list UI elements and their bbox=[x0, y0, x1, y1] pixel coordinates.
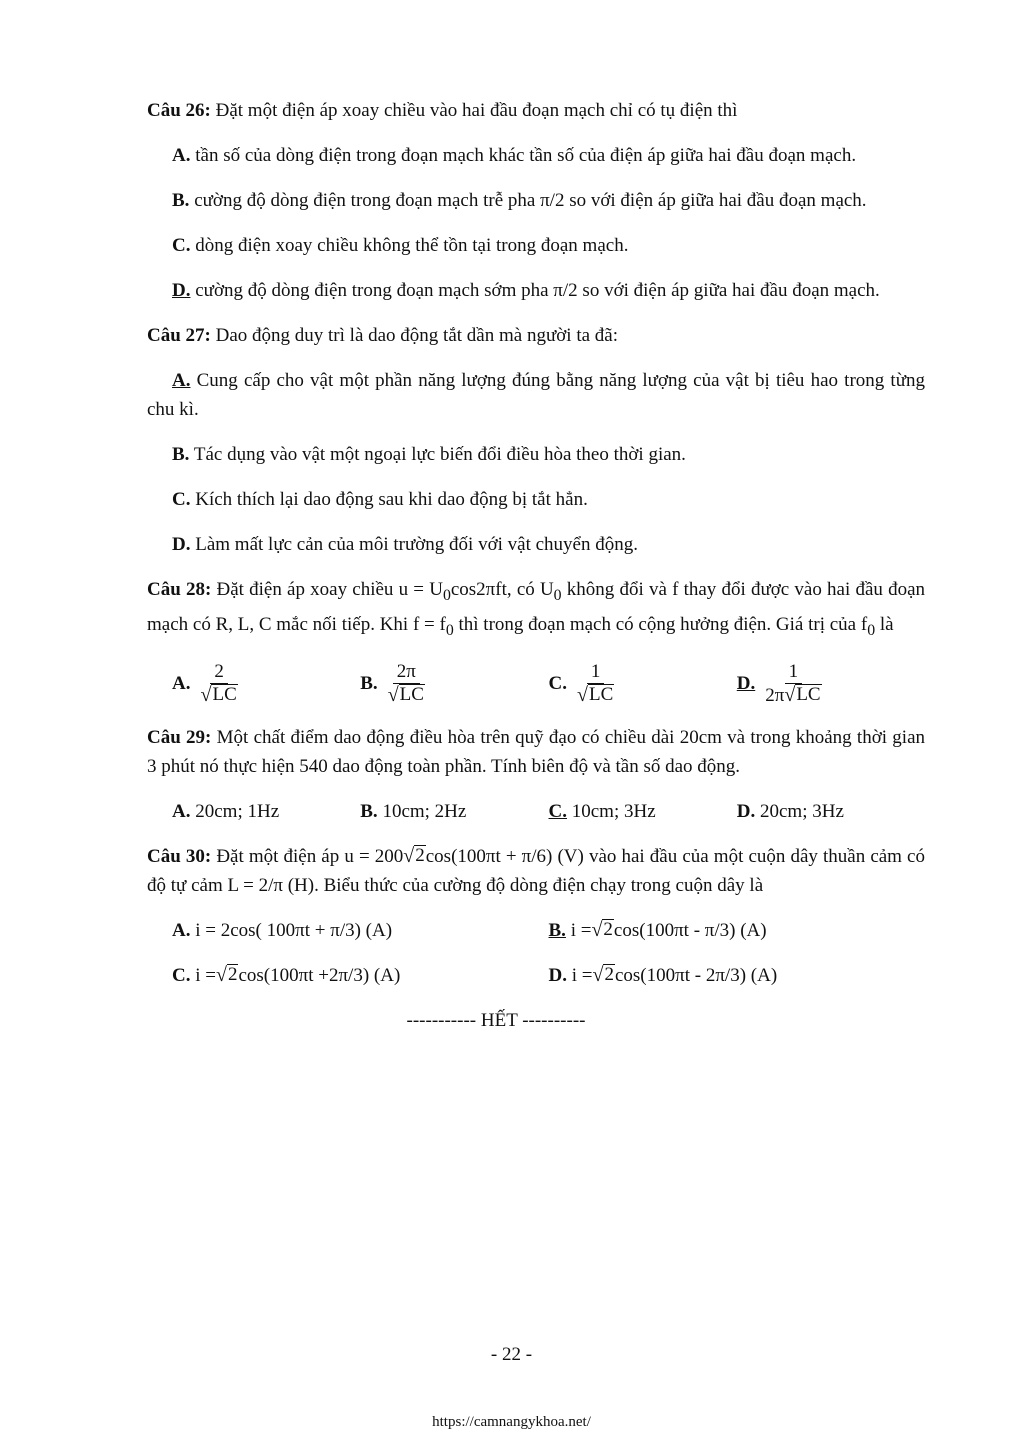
question-26 bbox=[147, 96, 925, 125]
radicand: LC bbox=[212, 683, 237, 705]
sqrt-sign-icon: √ bbox=[200, 683, 212, 706]
option-label: A. bbox=[172, 800, 191, 822]
option-text: tần số của dòng điện trong đoạn mạch khác tần số của điện áp giữa hai đầu đoạn mạch. bbox=[190, 145, 857, 166]
option-27-c bbox=[147, 485, 925, 514]
question-text: thì trong đoạn mạch có cộng hưởng điện. Giá trị của f bbox=[453, 613, 868, 635]
numerator: 2π bbox=[393, 661, 420, 684]
numerator: 1 bbox=[587, 661, 605, 684]
option-label-correct: D. bbox=[172, 280, 191, 301]
option-text: cường độ dòng điện trong đoạn mạch sớm pha π/2 so với điện áp giữa hai đầu đoạn mạch. bbox=[190, 280, 880, 301]
option-text: Tác dụng vào vật một ngoại lực biến đổi điều hòa theo thời gian. bbox=[189, 444, 686, 465]
option-text: i = bbox=[190, 964, 216, 986]
option-label: C. bbox=[172, 964, 191, 986]
option-28-d bbox=[737, 661, 925, 707]
radicand: 2 bbox=[415, 844, 425, 866]
sqrt-sign-icon: √ bbox=[576, 683, 588, 706]
option-30-a bbox=[172, 916, 549, 945]
sqrt bbox=[216, 964, 238, 985]
options-29 bbox=[147, 797, 925, 826]
option-28-b bbox=[360, 661, 548, 707]
footer-url: https://camnangykhoa.net/ bbox=[432, 1414, 591, 1430]
option-label: A. bbox=[172, 919, 191, 941]
option-text: cos(100πt +2π/3) (A) bbox=[238, 964, 401, 986]
sqrt-sign-icon: √ bbox=[403, 844, 415, 867]
option-29-c bbox=[549, 797, 737, 826]
page-number: - 22 - bbox=[490, 1344, 533, 1365]
question-text: là bbox=[875, 613, 894, 635]
radicand: LC bbox=[796, 683, 821, 705]
option-27-a bbox=[147, 366, 925, 424]
question-label: Câu 27: bbox=[147, 325, 211, 346]
subscript: 0 bbox=[553, 586, 562, 604]
radicand: LC bbox=[399, 683, 424, 705]
numerator: 2 bbox=[210, 661, 228, 684]
question-text: cos(100πt + π/6) (V) vào hai đầu của một cuộn dây thuần cảm có độ tự cảm L = 2/π (H). Biểu thức của cường độ dòng điện chạy trong cuộn dây là bbox=[147, 845, 925, 896]
option-text: i = 2cos( 100πt + π/3) (A) bbox=[190, 919, 393, 941]
subscript: 0 bbox=[867, 621, 876, 639]
options-28 bbox=[147, 661, 925, 707]
question-text: Đặt một điện áp u = 200 bbox=[211, 845, 404, 867]
option-text: Làm mất lực cản của môi trường đối với vật chuyển động. bbox=[190, 534, 638, 555]
option-label-correct: A. bbox=[172, 370, 191, 391]
option-text: cường độ dòng điện trong đoạn mạch trễ pha π/2 so với điện áp giữa hai đầu đoạn mạch. bbox=[189, 190, 867, 211]
radicand: 2 bbox=[227, 963, 238, 985]
option-26-c bbox=[147, 231, 925, 260]
option-label: D. bbox=[548, 964, 567, 986]
option-text: 20cm; 1Hz bbox=[190, 800, 280, 822]
option-text: i = bbox=[566, 964, 593, 986]
question-label: Câu 28: bbox=[147, 579, 212, 600]
option-30-c bbox=[172, 961, 549, 990]
option-text: i = bbox=[565, 919, 592, 941]
question-label: Câu 30: bbox=[147, 845, 212, 867]
options-30-row-2 bbox=[147, 961, 925, 990]
sqrt bbox=[403, 845, 425, 866]
fraction bbox=[386, 661, 427, 707]
option-30-b bbox=[549, 916, 926, 945]
numerator: 1 bbox=[785, 661, 803, 684]
sqrt bbox=[577, 684, 614, 705]
option-label: B. bbox=[360, 673, 378, 695]
option-26-b bbox=[147, 186, 925, 215]
option-30-d bbox=[549, 961, 926, 990]
sqrt bbox=[591, 919, 613, 940]
sqrt bbox=[200, 684, 237, 705]
option-label: B. bbox=[172, 444, 190, 465]
option-label: D. bbox=[736, 800, 756, 822]
option-29-b bbox=[360, 797, 548, 826]
denominator bbox=[575, 684, 616, 707]
sqrt-sign-icon: √ bbox=[215, 963, 227, 986]
question-text: Đặt điện áp xoay chiều u = U bbox=[211, 579, 443, 600]
question-28 bbox=[147, 575, 925, 645]
subscript: 0 bbox=[442, 586, 451, 604]
subscript: 0 bbox=[445, 621, 454, 639]
option-text: Cung cấp cho vật một phần năng lượng đúng bằng năng lượng của vật bị tiêu hao trong từng chu kì. bbox=[147, 370, 925, 420]
option-text: cos(100πt - 2π/3) (A) bbox=[614, 964, 778, 986]
option-label: B. bbox=[172, 190, 190, 211]
option-label: C. bbox=[172, 235, 191, 256]
option-text: Kích thích lại dao động sau khi dao động bị tắt hẳn. bbox=[190, 489, 588, 510]
question-text: cos2πft, có U bbox=[450, 579, 554, 600]
sqrt-sign-icon: √ bbox=[387, 683, 399, 706]
sqrt bbox=[592, 964, 614, 985]
denominator bbox=[386, 684, 427, 707]
option-27-b bbox=[147, 440, 925, 469]
denominator-prefix: 2π bbox=[765, 684, 785, 706]
option-text: 10cm; 3Hz bbox=[566, 800, 656, 822]
question-label: Câu 26: bbox=[147, 100, 211, 121]
radicand: 2 bbox=[604, 963, 614, 985]
denominator bbox=[763, 684, 823, 707]
sqrt bbox=[388, 684, 425, 705]
question-29 bbox=[147, 723, 925, 781]
option-label: C. bbox=[548, 673, 567, 695]
sqrt-sign-icon: √ bbox=[592, 963, 604, 986]
radicand: 2 bbox=[603, 918, 613, 940]
option-text: 20cm; 3Hz bbox=[755, 800, 844, 822]
option-label: A. bbox=[172, 673, 191, 695]
option-28-c bbox=[549, 661, 737, 707]
option-label: B. bbox=[360, 800, 378, 822]
question-text: không đổi và f thay đổi được vào hai đầu đoạn mạch có R, L, C mắc nối tiếp. Khi f = f bbox=[147, 579, 925, 635]
question-text: Một chất điểm dao động điều hòa trên quỹ đạo có chiều dài 20cm và trong khoảng thời gian 3 phút nó thực hiện 540 dao động toàn phần. Tính biên độ và tần số dao động. bbox=[147, 726, 925, 777]
option-26-a bbox=[147, 141, 925, 170]
question-text: Dao động duy trì là dao động tắt dần mà người ta đã: bbox=[210, 325, 618, 346]
option-29-a bbox=[172, 797, 360, 826]
option-label-correct: B. bbox=[548, 919, 566, 941]
option-label-correct: C. bbox=[548, 800, 567, 822]
option-26-d bbox=[147, 276, 925, 305]
options-30-row-1 bbox=[147, 916, 925, 945]
option-text: 10cm; 2Hz bbox=[377, 800, 467, 822]
fraction bbox=[575, 661, 616, 707]
exam-content bbox=[147, 96, 925, 1054]
option-text: dòng điện xoay chiều không thể tồn tại trong đoạn mạch. bbox=[190, 235, 629, 256]
option-label: C. bbox=[172, 489, 191, 510]
fraction bbox=[763, 661, 823, 707]
option-28-a bbox=[172, 661, 360, 707]
sqrt-sign-icon: √ bbox=[784, 683, 796, 706]
sqrt bbox=[784, 684, 821, 705]
end-marker: ----------- HẾT ---------- bbox=[406, 1009, 586, 1031]
sqrt-sign-icon: √ bbox=[591, 918, 603, 941]
option-label: D. bbox=[172, 534, 191, 555]
option-27-d bbox=[147, 530, 925, 559]
option-label: A. bbox=[172, 145, 191, 166]
option-text: cos(100πt - π/3) (A) bbox=[613, 919, 767, 941]
radicand: LC bbox=[588, 683, 614, 705]
question-27 bbox=[147, 321, 925, 350]
option-29-d bbox=[737, 797, 925, 826]
question-30 bbox=[147, 842, 925, 900]
question-text: Đặt một điện áp xoay chiều vào hai đầu đoạn mạch chỉ có tụ điện thì bbox=[210, 100, 738, 121]
question-label: Câu 29: bbox=[147, 726, 212, 748]
denominator bbox=[198, 684, 239, 707]
option-label-correct: D. bbox=[736, 673, 756, 695]
fraction bbox=[198, 661, 239, 707]
